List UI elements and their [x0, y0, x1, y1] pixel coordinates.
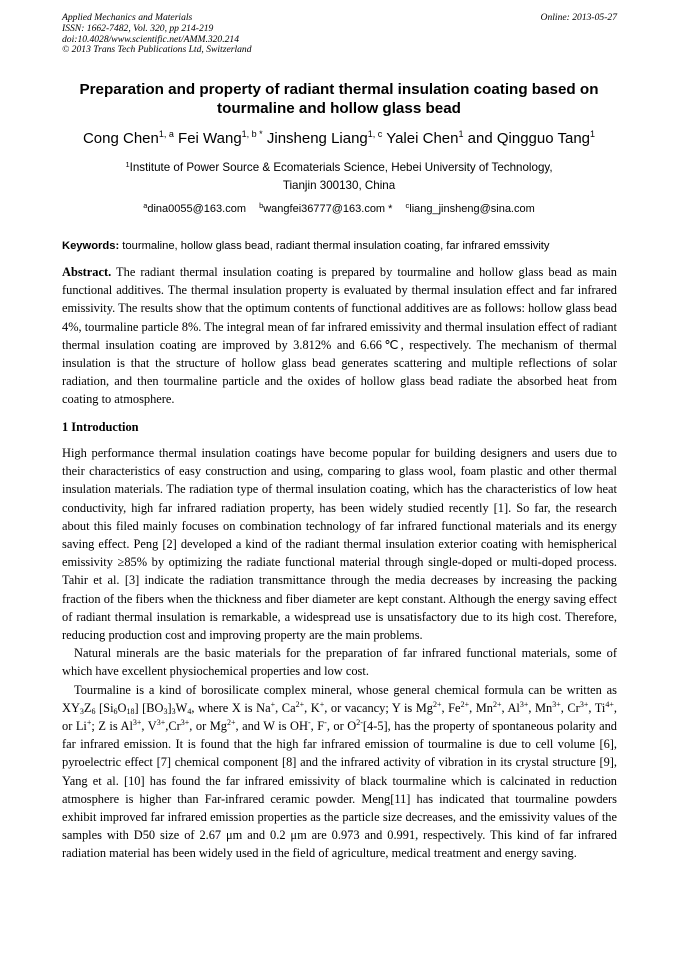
- email-link[interactable]: liang_jinsheng@sina.com: [409, 203, 535, 215]
- section-heading: 1 Introduction: [62, 420, 139, 434]
- journal-header: [62, 13, 617, 56]
- affiliation-line: Tianjin 300130, China: [282, 179, 396, 192]
- author-sup: 1: [458, 129, 464, 139]
- keywords: [62, 238, 622, 254]
- abstract: [62, 263, 617, 409]
- author-name: Qingguo Tang: [496, 130, 591, 147]
- journal-name: Applied Mechanics and Materials: [62, 12, 193, 23]
- abstract-label: Abstract.: [62, 265, 112, 279]
- copyright-line: © 2013 Trans Tech Publications Ltd, Switzerland: [62, 44, 252, 56]
- email-sup: b: [259, 201, 264, 210]
- author-sup: 1: [590, 129, 596, 139]
- author-name: Cong Chen: [82, 130, 159, 147]
- author-list: Cong Chen$^{1, a}$ Fei Wang$^{1, b *}$ Jinsheng Liang$^{1, c}$ Yalei Chen$^1$ and Qingguo Tang$^1$: [82, 129, 596, 147]
- introduction-body: [62, 444, 617, 863]
- author-sup: 1, a: [158, 129, 174, 139]
- affiliation-sup: 1: [125, 160, 130, 169]
- paragraph: High performance thermal insulation coatings have become popular for building designers and users due to their characteristics of easy construction and using, comparing to glass wool, foam plastic and other thermal insulation materials. The radiation type of thermal insulation coating, which has the characteristics of low heat conductivity, high far infrared radiation property, has been widely studied recently [1]. So far, the research about this filed mainly focuses on combination technology of far infrared functional materials and its energy saving effect. Peng [2] developed a kind of the radiant thermal insulation exterior coating with hemispherical emissivity ≥85% by optimizing the radiate functional material through single-doped or multi-doped process. Tahir et al. [3] indicate the radiation transmittance through the media decreases by increasing the packing fraction of the fibers when the thickness and fiber diameter are kept constant. Although the energy saving effect of radiant thermal insulation is remarkable, a widespread use is unsatisfactory due to its high cost. Therefore, reducing production cost and improving property are the main problems.: [62, 446, 617, 643]
- paragraph: Natural minerals are the basic materials for the preparation of far infrared functional materials, some of which have excellent physiochemical properties and low cost.: [62, 646, 617, 679]
- email-list: [60, 201, 618, 217]
- online-date: Online: 2013-05-27: [540, 12, 617, 23]
- email-link[interactable]: dina0055@163.com: [147, 203, 246, 215]
- keywords-label: Keywords:: [62, 240, 120, 252]
- paper-title: Preparation and property of radiant thermal insulation coating based on tourmaline and hollow glass bead: [79, 81, 599, 117]
- issn-line: ISSN: 1662-7482, Vol. 320, pp 214-219: [62, 22, 214, 34]
- affiliation-line: Institute of Power Source & Ecomaterials Science, Hebei University of Technology,: [129, 161, 553, 174]
- author-name: Fei Wang: [178, 130, 242, 147]
- email-sup: a: [143, 201, 148, 210]
- author-sup: 1, c: [367, 129, 383, 139]
- author-sup: 1, b *: [241, 129, 263, 139]
- author-name: Yalei Chen: [386, 130, 459, 147]
- affiliation: [60, 159, 618, 195]
- author-name: Jinsheng Liang: [266, 130, 368, 147]
- keywords-text: tourmaline, hollow glass bead, radiant thermal insulation coating, far infrared emssivity: [119, 240, 550, 252]
- email-link[interactable]: wangfei36777@163.com *: [263, 203, 393, 215]
- email-sup: c: [405, 201, 410, 210]
- doi-line: doi:10.4028/www.scientific.net/AMM.320.214: [62, 33, 240, 45]
- abstract-text: The radiant thermal insulation coating is prepared by tourmaline and hollow glass bead as main functional additives. The thermal insulation property is evaluated by thermal insulation effect and far infrared emissivity. The results show that the optimum contents of functional additives are as follows: hollow glass bead 4%, tourmaline particle 8%. The integral mean of far infrared emissivity and thermal insulation effect of radiant thermal insulation coating are improved by 3.812% and 6.66℃, respectively. The mechanism of thermal insulation is that the structure of hollow glass bead generates scattering and multiple reflections of solar radiation, and then tourmaline particle and the oxides of hollow glass bead radiate the absorbed heat from coating to atmosphere.: [62, 265, 617, 407]
- paragraph: Tourmaline is a kind of borosilicate complex mineral, whose general chemical formula can be written as $XY_3Z_6$ $[Si_6O_{18}]$ $[BO_3]_3W_4$, where X is Na+, $Ca^{2+}$, K+, or vacancy; Y is $Mg^{2+}$, $Fe^{2+}$, $Mn^{2+}$, $Al^{3+}$, $Mn^{3+}$, $Cr^{3+}$, $Ti^{4+}$, or Li+; Z is $Al^{3+}$, $V^{3+},Cr^{3+}$, or $Mg^{2+}$, and W is OH-, F-, or $O^{2-}[4-5]$, has the property of spontaneous polarity and far infrared emission. It is found that the high far infrared emission of tourmaline is due to cell volume [6], pyroelectric effect [7] chemical component [8] and the infrared activity of vibration in its crystal structure [9], Yang et al. [10] has found the far infrared emissivity of black tourmaline which is calcinated in reduction atmosphere is higher than Far-infrared ceramic powder. Meng[11] has indicated that tourmaline powders exhibit improved far infrared emission properties as the particle size decreases, and the emissivity values of the samples with D50 size of 2.67 μm and 0.2 μm are 0.973 and 0.991, respectively. This kind of far infrared radiation material has been widely used in the field of agriculture, medical treatment and energy saving.: [62, 682, 618, 861]
